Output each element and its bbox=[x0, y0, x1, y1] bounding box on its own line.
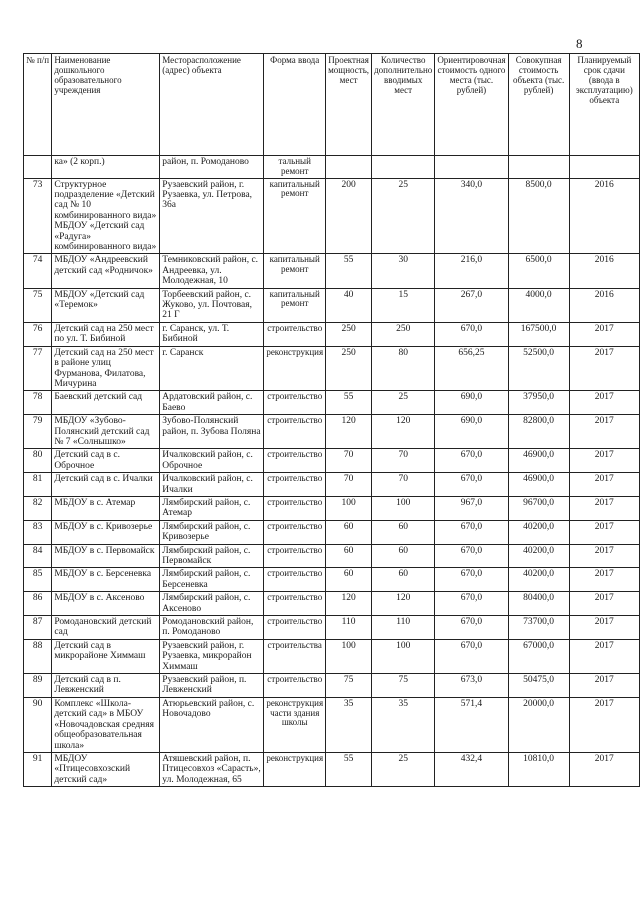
row-number-cell: 86 bbox=[24, 592, 52, 616]
added-places-cell bbox=[372, 156, 435, 179]
row-number-cell: 88 bbox=[24, 639, 52, 673]
facility-location-cell: район, п. Ромоданово bbox=[160, 156, 264, 179]
table-row bbox=[24, 415, 640, 449]
cost-per-place-cell: 670,0 bbox=[435, 520, 508, 544]
cost-per-place-cell: 670,0 bbox=[435, 322, 508, 346]
cost-per-place-cell: 670,0 bbox=[435, 568, 508, 592]
facilities-table bbox=[23, 53, 640, 787]
total-cost-cell: 82800,0 bbox=[508, 415, 569, 449]
table-row bbox=[24, 473, 640, 497]
row-number-cell: 75 bbox=[24, 288, 52, 322]
deadline-year-cell: 2017 bbox=[569, 568, 639, 592]
row-number-cell: 89 bbox=[24, 674, 52, 698]
added-places-cell: 30 bbox=[372, 254, 435, 288]
header-location: Месторасположение (адрес) объекта bbox=[160, 54, 264, 156]
total-cost-cell: 96700,0 bbox=[508, 496, 569, 520]
cost-per-place-cell: 432,4 bbox=[435, 752, 508, 786]
facility-name-cell: Детский сад в с. Ичалки bbox=[52, 473, 160, 497]
table-row bbox=[24, 639, 640, 673]
facility-name-cell: МБДОУ «Андреевский детский сад «Родничок» bbox=[52, 254, 160, 288]
row-number-cell: 85 bbox=[24, 568, 52, 592]
commission-form-cell: строительство bbox=[264, 568, 326, 592]
total-cost-cell: 6500,0 bbox=[508, 254, 569, 288]
facility-name-cell: Структурное подразделение «Детский сад № 10 комбинированного вида» МБДОУ «Детский сад «Радуга» комбинированного вида» bbox=[52, 178, 160, 254]
commission-form-cell: строительство bbox=[264, 322, 326, 346]
row-number-cell: 90 bbox=[24, 697, 52, 752]
total-cost-cell: 73700,0 bbox=[508, 616, 569, 640]
added-places-cell: 120 bbox=[372, 415, 435, 449]
design-capacity-cell: 55 bbox=[326, 391, 372, 415]
cost-per-place-cell: 216,0 bbox=[435, 254, 508, 288]
commission-form-cell: тальный ремонт bbox=[264, 156, 326, 179]
header-cost-per-place: Ориентировочная стоимость одного места (тыс. рублей) bbox=[435, 54, 508, 156]
total-cost-cell: 40200,0 bbox=[508, 520, 569, 544]
facility-location-cell: Рузаевский район, г. Рузаевка, микрорайон Химмаш bbox=[160, 639, 264, 673]
facility-name-cell: МБДОУ в с. Атемар bbox=[52, 496, 160, 520]
design-capacity-cell: 55 bbox=[326, 752, 372, 786]
cost-per-place-cell: 673,0 bbox=[435, 674, 508, 698]
added-places-cell: 120 bbox=[372, 592, 435, 616]
table-row bbox=[24, 544, 640, 568]
added-places-cell: 60 bbox=[372, 544, 435, 568]
row-number-cell: 77 bbox=[24, 346, 52, 391]
row-number-cell: 84 bbox=[24, 544, 52, 568]
row-number-cell: 79 bbox=[24, 415, 52, 449]
row-number-cell: 81 bbox=[24, 473, 52, 497]
design-capacity-cell: 60 bbox=[326, 544, 372, 568]
total-cost-cell: 67000,0 bbox=[508, 639, 569, 673]
commission-form-cell: капитальный ремонт bbox=[264, 178, 326, 254]
design-capacity-cell: 70 bbox=[326, 449, 372, 473]
design-capacity-cell: 200 bbox=[326, 178, 372, 254]
commission-form-cell: реконструкция bbox=[264, 346, 326, 391]
facility-name-cell: Детский сад в с. Оброчное bbox=[52, 449, 160, 473]
deadline-year-cell: 2016 bbox=[569, 254, 639, 288]
deadline-year-cell: 2016 bbox=[569, 178, 639, 254]
total-cost-cell: 40200,0 bbox=[508, 544, 569, 568]
facility-name-cell: Ромодановский детский сад bbox=[52, 616, 160, 640]
design-capacity-cell: 60 bbox=[326, 568, 372, 592]
facility-name-cell: Детский сад на 250 мест в районе улиц Фурманова, Филатова, Мичурина bbox=[52, 346, 160, 391]
facility-location-cell: Лямбирский район, с. Кривозерье bbox=[160, 520, 264, 544]
facility-location-cell: Рузаевский район, г. Рузаевка, ул. Петрова, 36а bbox=[160, 178, 264, 254]
design-capacity-cell: 120 bbox=[326, 415, 372, 449]
added-places-cell: 100 bbox=[372, 496, 435, 520]
row-number-cell: 78 bbox=[24, 391, 52, 415]
cost-per-place-cell: 690,0 bbox=[435, 415, 508, 449]
total-cost-cell: 52500,0 bbox=[508, 346, 569, 391]
facility-name-cell: Детский сад в микрорайоне Химмаш bbox=[52, 639, 160, 673]
added-places-cell: 80 bbox=[372, 346, 435, 391]
header-deadline: Планируемый срок сдачи (ввода в эксплуатацию) объекта bbox=[569, 54, 639, 156]
deadline-year-cell: 2017 bbox=[569, 697, 639, 752]
deadline-year-cell bbox=[569, 156, 639, 179]
design-capacity-cell: 60 bbox=[326, 520, 372, 544]
total-cost-cell: 167500,0 bbox=[508, 322, 569, 346]
total-cost-cell: 40200,0 bbox=[508, 568, 569, 592]
facility-name-cell: МБДОУ «Детский сад «Теремок» bbox=[52, 288, 160, 322]
header-capacity: Проектная мощность, мест bbox=[326, 54, 372, 156]
added-places-cell: 70 bbox=[372, 473, 435, 497]
table-row bbox=[24, 697, 640, 752]
facility-location-cell: Ичалковский район, с. Ичалки bbox=[160, 473, 264, 497]
facility-location-cell: Ичалковский район, с. Оброчное bbox=[160, 449, 264, 473]
commission-form-cell: строительство bbox=[264, 616, 326, 640]
table-row bbox=[24, 254, 640, 288]
deadline-year-cell: 2017 bbox=[569, 752, 639, 786]
cost-per-place-cell: 670,0 bbox=[435, 639, 508, 673]
deadline-year-cell: 2017 bbox=[569, 674, 639, 698]
table-row bbox=[24, 449, 640, 473]
deadline-year-cell: 2017 bbox=[569, 496, 639, 520]
row-number-cell: 91 bbox=[24, 752, 52, 786]
facility-location-cell: Зубово-Полянский район, п. Зубова Поляна bbox=[160, 415, 264, 449]
commission-form-cell: реконструкция части здания школы bbox=[264, 697, 326, 752]
added-places-cell: 25 bbox=[372, 391, 435, 415]
added-places-cell: 100 bbox=[372, 639, 435, 673]
design-capacity-cell bbox=[326, 156, 372, 179]
header-name: Наименование дошкольного образовательного учреждения bbox=[52, 54, 160, 156]
table-row bbox=[24, 568, 640, 592]
commission-form-cell: капитальный ремонт bbox=[264, 288, 326, 322]
cost-per-place-cell: 690,0 bbox=[435, 391, 508, 415]
row-number-cell: 83 bbox=[24, 520, 52, 544]
deadline-year-cell: 2017 bbox=[569, 616, 639, 640]
deadline-year-cell: 2017 bbox=[569, 520, 639, 544]
deadline-year-cell: 2017 bbox=[569, 391, 639, 415]
design-capacity-cell: 100 bbox=[326, 496, 372, 520]
row-number-cell: 80 bbox=[24, 449, 52, 473]
added-places-cell: 110 bbox=[372, 616, 435, 640]
facility-location-cell: г. Саранск bbox=[160, 346, 264, 391]
facility-location-cell: Лямбирский район, с. Первомайск bbox=[160, 544, 264, 568]
total-cost-cell: 20000,0 bbox=[508, 697, 569, 752]
header-num: № п/п bbox=[24, 54, 52, 156]
total-cost-cell bbox=[508, 156, 569, 179]
row-number-cell: 73 bbox=[24, 178, 52, 254]
facility-location-cell: Ардатовский район, с. Баево bbox=[160, 391, 264, 415]
design-capacity-cell: 40 bbox=[326, 288, 372, 322]
deadline-year-cell: 2017 bbox=[569, 346, 639, 391]
deadline-year-cell: 2017 bbox=[569, 592, 639, 616]
deadline-year-cell: 2017 bbox=[569, 322, 639, 346]
cost-per-place-cell: 571,4 bbox=[435, 697, 508, 752]
design-capacity-cell: 55 bbox=[326, 254, 372, 288]
cost-per-place-cell: 670,0 bbox=[435, 592, 508, 616]
facility-location-cell: г. Саранск, ул. Т. Бибиной bbox=[160, 322, 264, 346]
header-form: Форма ввода bbox=[264, 54, 326, 156]
design-capacity-cell: 120 bbox=[326, 592, 372, 616]
table-row bbox=[24, 322, 640, 346]
cost-per-place-cell: 670,0 bbox=[435, 473, 508, 497]
cost-per-place-cell: 670,0 bbox=[435, 449, 508, 473]
deadline-year-cell: 2016 bbox=[569, 288, 639, 322]
page-number: 8 bbox=[576, 36, 583, 51]
total-cost-cell: 46900,0 bbox=[508, 473, 569, 497]
facility-location-cell: Атяшевский район, п. Птицесовхоз «Сарасть», ул. Молодежная, 65 bbox=[160, 752, 264, 786]
facility-name-cell: МБДОУ в с. Аксеново bbox=[52, 592, 160, 616]
cost-per-place-cell: 340,0 bbox=[435, 178, 508, 254]
facility-name-cell: МБДОУ в с. Берсеневка bbox=[52, 568, 160, 592]
facility-name-cell: Баевский детский сад bbox=[52, 391, 160, 415]
table-row bbox=[24, 391, 640, 415]
deadline-year-cell: 2017 bbox=[569, 639, 639, 673]
total-cost-cell: 50475,0 bbox=[508, 674, 569, 698]
table-row bbox=[24, 496, 640, 520]
design-capacity-cell: 35 bbox=[326, 697, 372, 752]
commission-form-cell: строительство bbox=[264, 415, 326, 449]
deadline-year-cell: 2017 bbox=[569, 473, 639, 497]
facility-name-cell: МБДОУ в с. Первомайск bbox=[52, 544, 160, 568]
commission-form-cell: строительство bbox=[264, 592, 326, 616]
commission-form-cell: строительство bbox=[264, 520, 326, 544]
total-cost-cell: 4000,0 bbox=[508, 288, 569, 322]
added-places-cell: 25 bbox=[372, 178, 435, 254]
commission-form-cell: строительства bbox=[264, 639, 326, 673]
added-places-cell: 70 bbox=[372, 449, 435, 473]
commission-form-cell: строительство bbox=[264, 391, 326, 415]
cost-per-place-cell: 967,0 bbox=[435, 496, 508, 520]
design-capacity-cell: 250 bbox=[326, 346, 372, 391]
facility-name-cell: МБДОУ в с. Кривозерье bbox=[52, 520, 160, 544]
facility-location-cell: Торбеевский район, с. Жуково, ул. Почтовая, 21 Г bbox=[160, 288, 264, 322]
row-number-cell: 76 bbox=[24, 322, 52, 346]
design-capacity-cell: 70 bbox=[326, 473, 372, 497]
header-added-places: Количество дополнительно вводимых мест bbox=[372, 54, 435, 156]
table-row bbox=[24, 288, 640, 322]
table-row bbox=[24, 616, 640, 640]
facility-name-cell: Детский сад на 250 мест по ул. Т. Бибиной bbox=[52, 322, 160, 346]
total-cost-cell: 46900,0 bbox=[508, 449, 569, 473]
row-number-cell: 74 bbox=[24, 254, 52, 288]
commission-form-cell: строительство bbox=[264, 449, 326, 473]
table-row bbox=[24, 592, 640, 616]
table-row bbox=[24, 752, 640, 786]
row-number-cell: 82 bbox=[24, 496, 52, 520]
commission-form-cell: строительство bbox=[264, 473, 326, 497]
total-cost-cell: 10810,0 bbox=[508, 752, 569, 786]
facility-location-cell: Ромодановский район, п. Ромоданово bbox=[160, 616, 264, 640]
design-capacity-cell: 250 bbox=[326, 322, 372, 346]
table-row bbox=[24, 156, 640, 179]
table-row bbox=[24, 520, 640, 544]
commission-form-cell: строительство bbox=[264, 674, 326, 698]
commission-form-cell: капитальный ремонт bbox=[264, 254, 326, 288]
total-cost-cell: 37950,0 bbox=[508, 391, 569, 415]
facility-name-cell: Детский сад в п. Левженский bbox=[52, 674, 160, 698]
added-places-cell: 60 bbox=[372, 568, 435, 592]
design-capacity-cell: 100 bbox=[326, 639, 372, 673]
facility-location-cell: Лямбирский район, с. Берсеневка bbox=[160, 568, 264, 592]
facility-name-cell: МБДОУ «Птицесовхозский детский сад» bbox=[52, 752, 160, 786]
facility-location-cell: Лямбирский район, с. Аксеново bbox=[160, 592, 264, 616]
commission-form-cell: строительство bbox=[264, 496, 326, 520]
facility-name-cell: ка» (2 корп.) bbox=[52, 156, 160, 179]
commission-form-cell: реконструкция bbox=[264, 752, 326, 786]
total-cost-cell: 8500,0 bbox=[508, 178, 569, 254]
cost-per-place-cell: 670,0 bbox=[435, 544, 508, 568]
deadline-year-cell: 2017 bbox=[569, 544, 639, 568]
cost-per-place-cell: 267,0 bbox=[435, 288, 508, 322]
added-places-cell: 35 bbox=[372, 697, 435, 752]
facility-name-cell: МБДОУ «Зубово-Полянский детский сад № 7 «Солнышко» bbox=[52, 415, 160, 449]
table-header-row bbox=[24, 54, 640, 156]
cost-per-place-cell: 670,0 bbox=[435, 616, 508, 640]
row-number-cell: 87 bbox=[24, 616, 52, 640]
added-places-cell: 25 bbox=[372, 752, 435, 786]
table-row bbox=[24, 674, 640, 698]
facility-name-cell: Комплекс «Школа-детский сад» в МБОУ «Новочадовская средняя общеобразовательная школа» bbox=[52, 697, 160, 752]
cost-per-place-cell bbox=[435, 156, 508, 179]
facility-location-cell: Атюрьевский район, с. Новочадово bbox=[160, 697, 264, 752]
facility-location-cell: Темниковский район, с. Андреевка, ул. Молодежная, 10 bbox=[160, 254, 264, 288]
commission-form-cell: строительство bbox=[264, 544, 326, 568]
design-capacity-cell: 110 bbox=[326, 616, 372, 640]
cost-per-place-cell: 656,25 bbox=[435, 346, 508, 391]
facility-location-cell: Рузаевский район, п. Левженский bbox=[160, 674, 264, 698]
table-row bbox=[24, 346, 640, 391]
row-number-cell bbox=[24, 156, 52, 179]
added-places-cell: 75 bbox=[372, 674, 435, 698]
facility-location-cell: Лямбирский район, с. Атемар bbox=[160, 496, 264, 520]
total-cost-cell: 80400,0 bbox=[508, 592, 569, 616]
added-places-cell: 250 bbox=[372, 322, 435, 346]
table-row bbox=[24, 178, 640, 254]
added-places-cell: 60 bbox=[372, 520, 435, 544]
deadline-year-cell: 2017 bbox=[569, 449, 639, 473]
added-places-cell: 15 bbox=[372, 288, 435, 322]
design-capacity-cell: 75 bbox=[326, 674, 372, 698]
header-total-cost: Совокупная стоимость объекта (тыс. рублей) bbox=[508, 54, 569, 156]
deadline-year-cell: 2017 bbox=[569, 415, 639, 449]
